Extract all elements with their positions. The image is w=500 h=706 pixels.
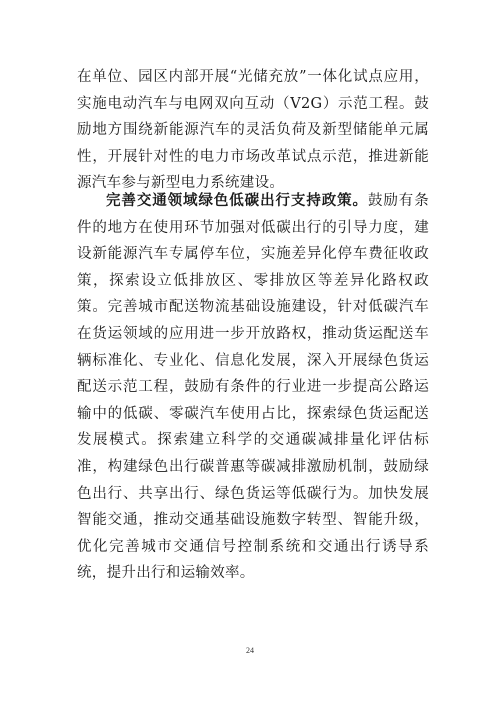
page-number: 24 xyxy=(246,646,254,655)
paragraph-v2g-pilot: 在单位、园区内部开展“光储充放”一体化试点应用，实施电动汽车与电网双向互动（V2G）示范工程。鼓励地方围绕新能源汽车的灵活负荷及新型储能单元属性，开展针对性的电力市场改革试点示范，推进新能源汽车参与新型电力系统建设。 xyxy=(77,69,429,192)
paragraph-heading-bold: 完善交通领域绿色低碳出行支持政策。 xyxy=(106,192,368,209)
paragraph-green-transport-policy xyxy=(77,188,429,587)
paragraph-body-text: 鼓励有条件的地方在使用环节加强对低碳出行的引导力度，建设新能源汽车专属停车位，实施差异化停车费征收政策，探索设立低排放区、零排放区等差异化路权政策。完善城市配送物流基础设施建设，针对低碳汽车在货运领域的应用进一步开放路权，推动货运配送车辆标准化、专业化、信息化发展，深入开展绿色货运配送示范工程，鼓励有条件的行业进一步提高公路运输中的低碳、零碳汽车使用占比，探索绿色货运配送发展模式。探索建立科学的交通碳减排量化评估标准，构建绿色出行碳普惠等碳减排激励机制，鼓励绿色出行、共享出行、绿色货运等低碳行为。加快发展智能交通，推动交通基础设施数字转型、智能升级，优化完善城市交通信号控制系统和交通出行诱导系统，提升出行和运输效率。 xyxy=(77,193,429,582)
